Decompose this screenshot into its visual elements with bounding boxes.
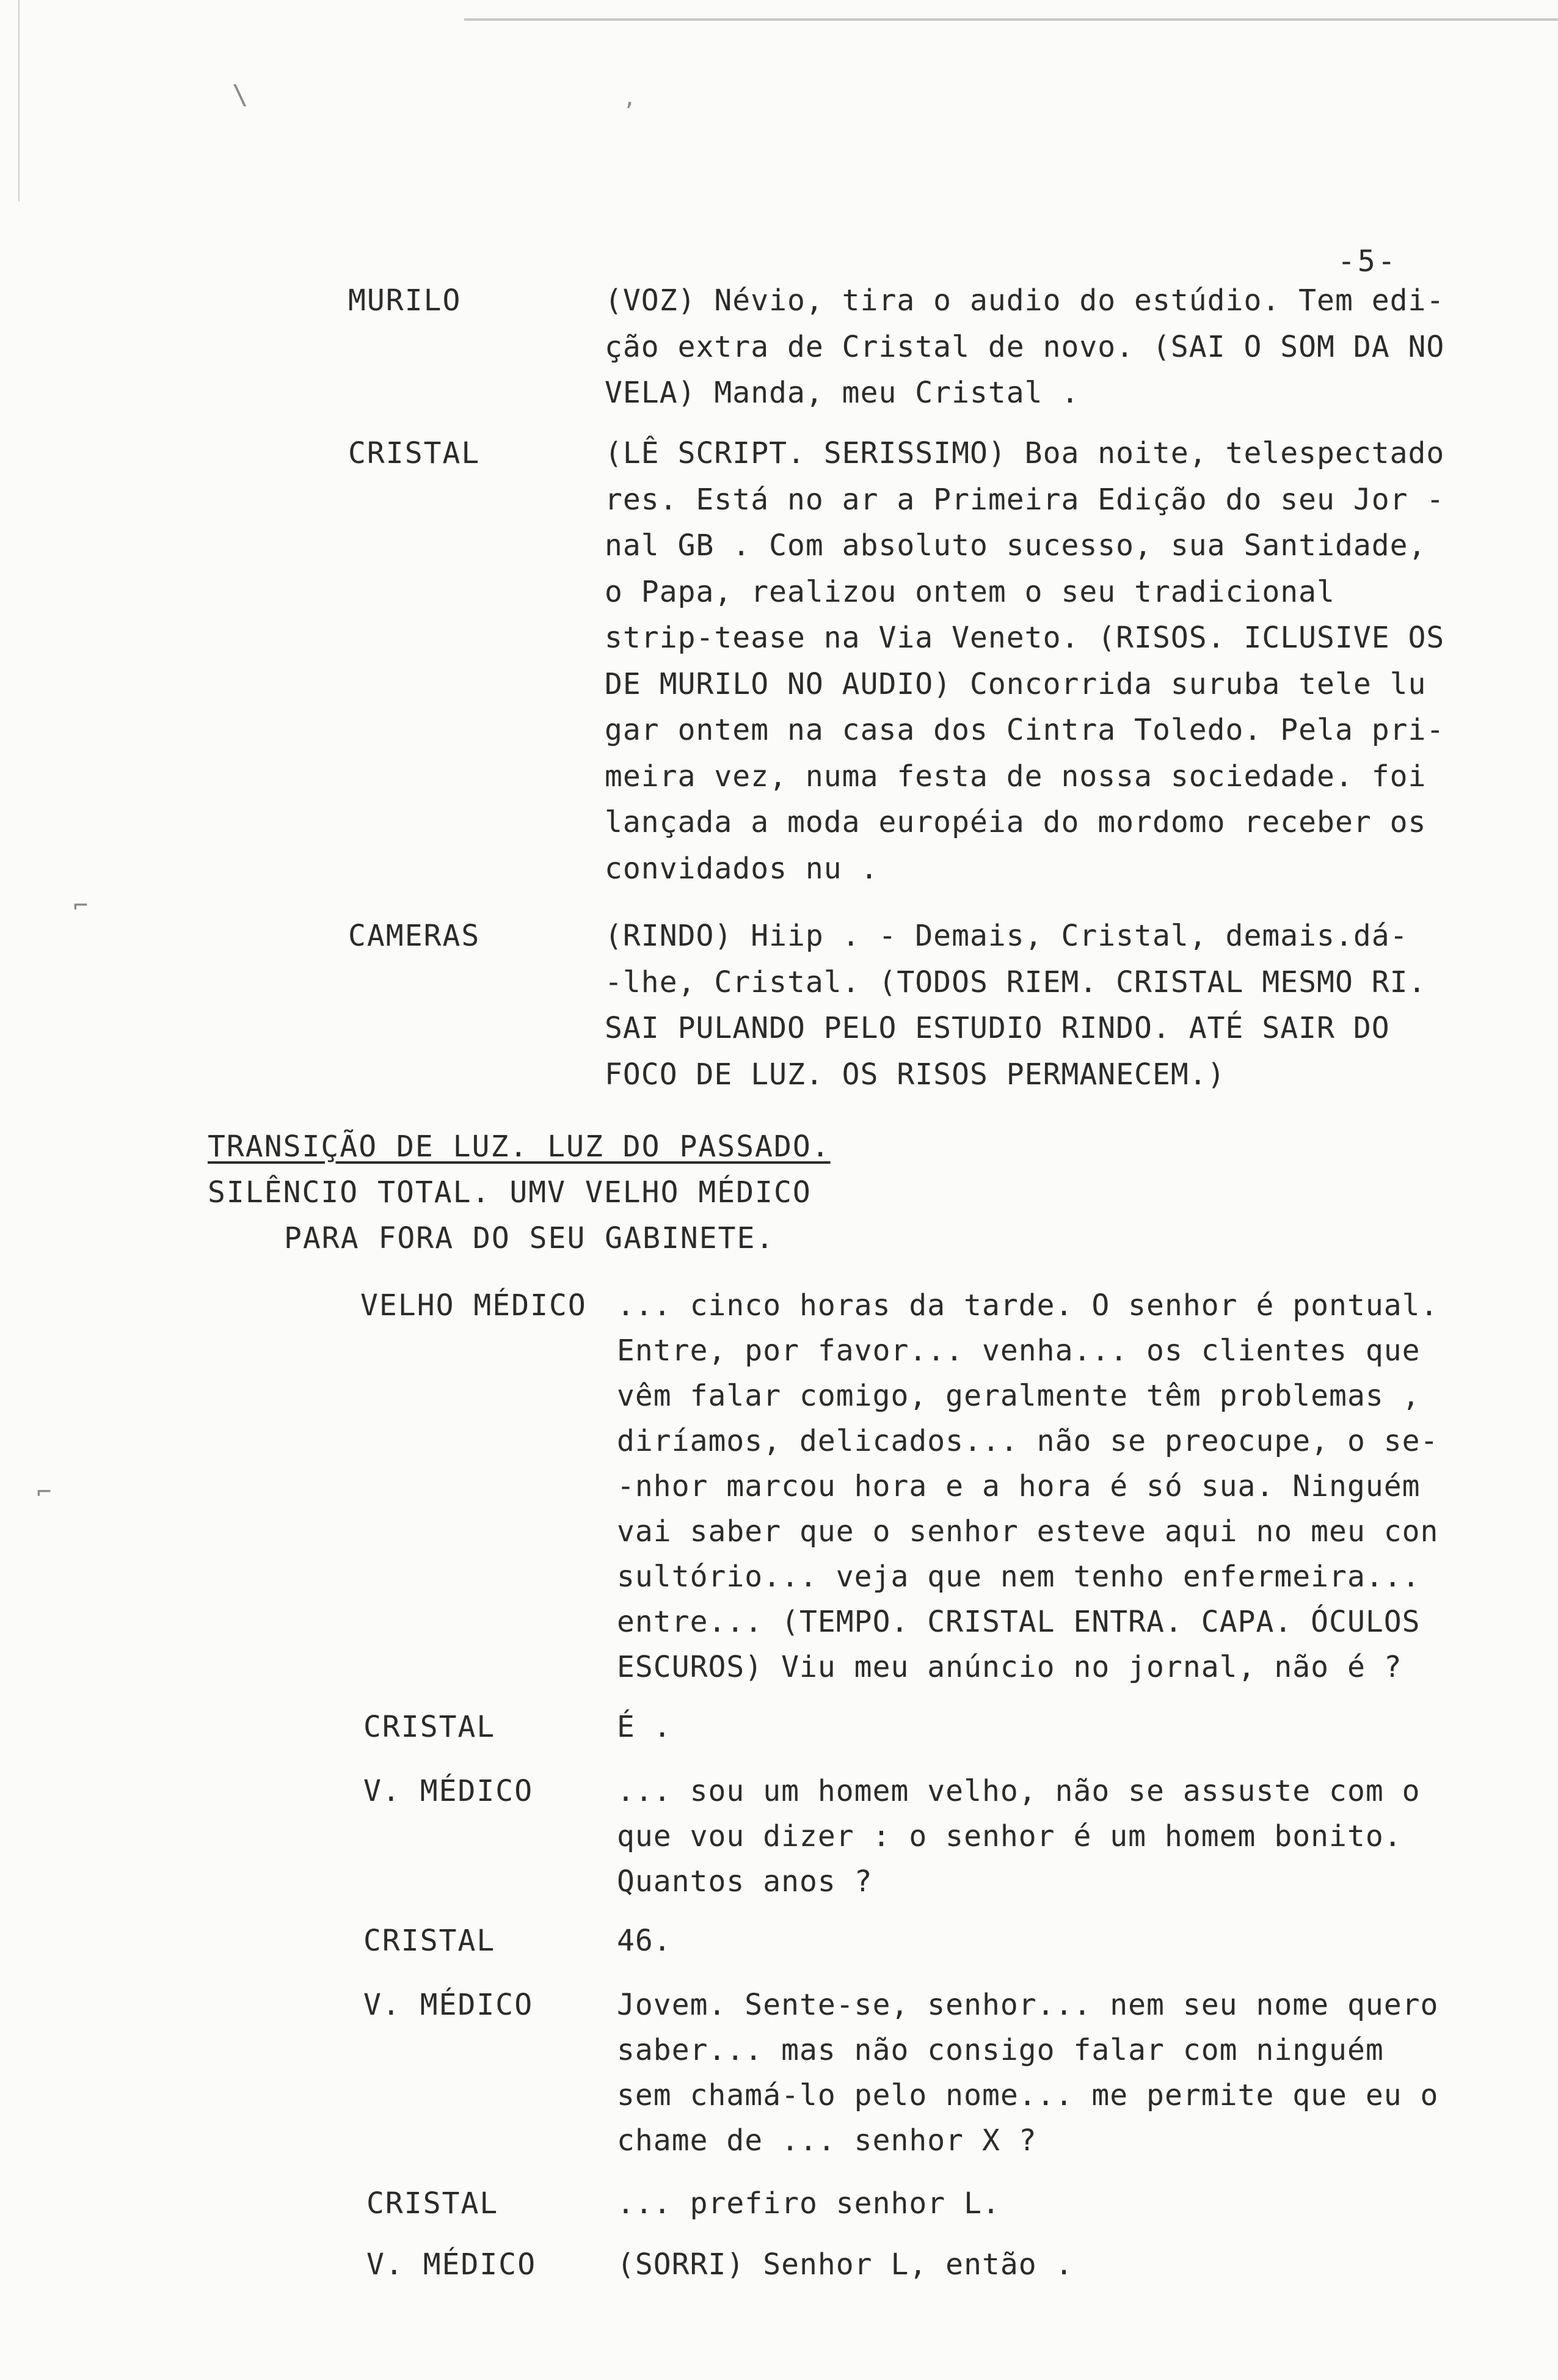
dialogue-text: Jovem. Sente-se, senhor... nem seu nome quero saber... mas não consigo falar com ninguém sem chamá-lo pelo nome... me permite que eu o chame de ... senhor X ? — [617, 1988, 1439, 2158]
scan-mark: ⌐ — [73, 892, 89, 920]
scan-left-edge — [18, 0, 20, 202]
scan-mark: ⌐ — [37, 1478, 52, 1506]
speaker-name: CRISTAL — [348, 436, 481, 470]
scan-mark: \ — [232, 79, 249, 111]
speaker-name: V. MÉDICO — [366, 2247, 537, 2282]
speaker-name: CRISTAL — [363, 1924, 496, 1958]
dialogue-text: É . — [617, 1710, 672, 1744]
transition-heading: TRANSIÇÃO DE LUZ. LUZ DO PASSADO. — [208, 1130, 831, 1164]
dialogue-text: ... cinco horas da tarde. O senhor é pontual. Entre, por favor... venha... os clientes que vêm falar comigo, geralmente têm problemas , diríamos, delicados... não se preocupe, o se- -nhor marcou hora e a hora é só sua. Ninguém vai saber que o senhor esteve aqui no meu con sultório... veja que nem tenho enfermeira... entre... (TEMPO. CRISTAL ENTRA. CAPA. ÓCULOS ESCUROS) Viu meu anúncio no jornal, não é ? — [617, 1288, 1439, 1684]
speaker-name: V. MÉDICO — [363, 1774, 534, 1808]
dialogue-text: ... sou um homem velho, não se assuste com o que vou dizer : o senhor é um homem bonito. Quantos anos ? — [617, 1774, 1421, 1899]
dialogue-text: ... prefiro senhor L. — [617, 2186, 1000, 2221]
speaker-name: CRISTAL — [363, 1710, 496, 1744]
scan-mark: , — [623, 86, 636, 111]
dialogue-text: (LÊ SCRIPT. SERISSIMO) Boa noite, telespectado res. Está no ar a Primeira Edição do seu Jor - nal GB . Com absoluto sucesso, sua Santidade, o Papa, realizou ontem o seu tradicional strip-tease na Via Veneto. (RISOS. ICLUSIVE OS DE MURILO NO AUDIO) Concorrida suruba tele lu gar ontem na casa dos Cintra Toledo. Pela pri- meira vez, numa festa de nossa sociedade. foi lançada a moda européia do mordomo receber os convidados nu . — [605, 436, 1445, 886]
speaker-name: CRISTAL — [366, 2186, 499, 2221]
dialogue-text: (SORRI) Senhor L, então . — [617, 2247, 1074, 2282]
transition-line: SILÊNCIO TOTAL. UMV VELHO MÉDICO — [208, 1175, 812, 1210]
dialogue-text: 46. — [617, 1924, 672, 1958]
dialogue-text: (VOZ) Névio, tira o audio do estúdio. Tem edi- ção extra de Cristal de novo. (SAI O SOM DA NO VELA) Manda, meu Cristal . — [605, 283, 1445, 410]
transition-line: PARA FORA DO SEU GABINETE. — [284, 1221, 775, 1255]
dialogue-text: (RINDO) Hiip . - Demais, Cristal, demais.dá- -lhe, Cristal. (TODOS RIEM. CRISTAL MESMO RI. SAI PULANDO PELO ESTUDIO RINDO. ATÉ SAIR DO FOCO DE LUZ. OS RISOS PERMANECEM.) — [605, 919, 1427, 1092]
scan-top-edge — [464, 18, 1558, 21]
page-number: -5- — [1338, 244, 1398, 279]
speaker-name: MURILO — [348, 283, 462, 318]
speaker-name: V. MÉDICO — [363, 1988, 534, 2022]
speaker-name: VELHO MÉDICO — [360, 1288, 587, 1323]
stage-direction — [208, 1124, 831, 1261]
speaker-name: CAMERAS — [348, 919, 481, 953]
